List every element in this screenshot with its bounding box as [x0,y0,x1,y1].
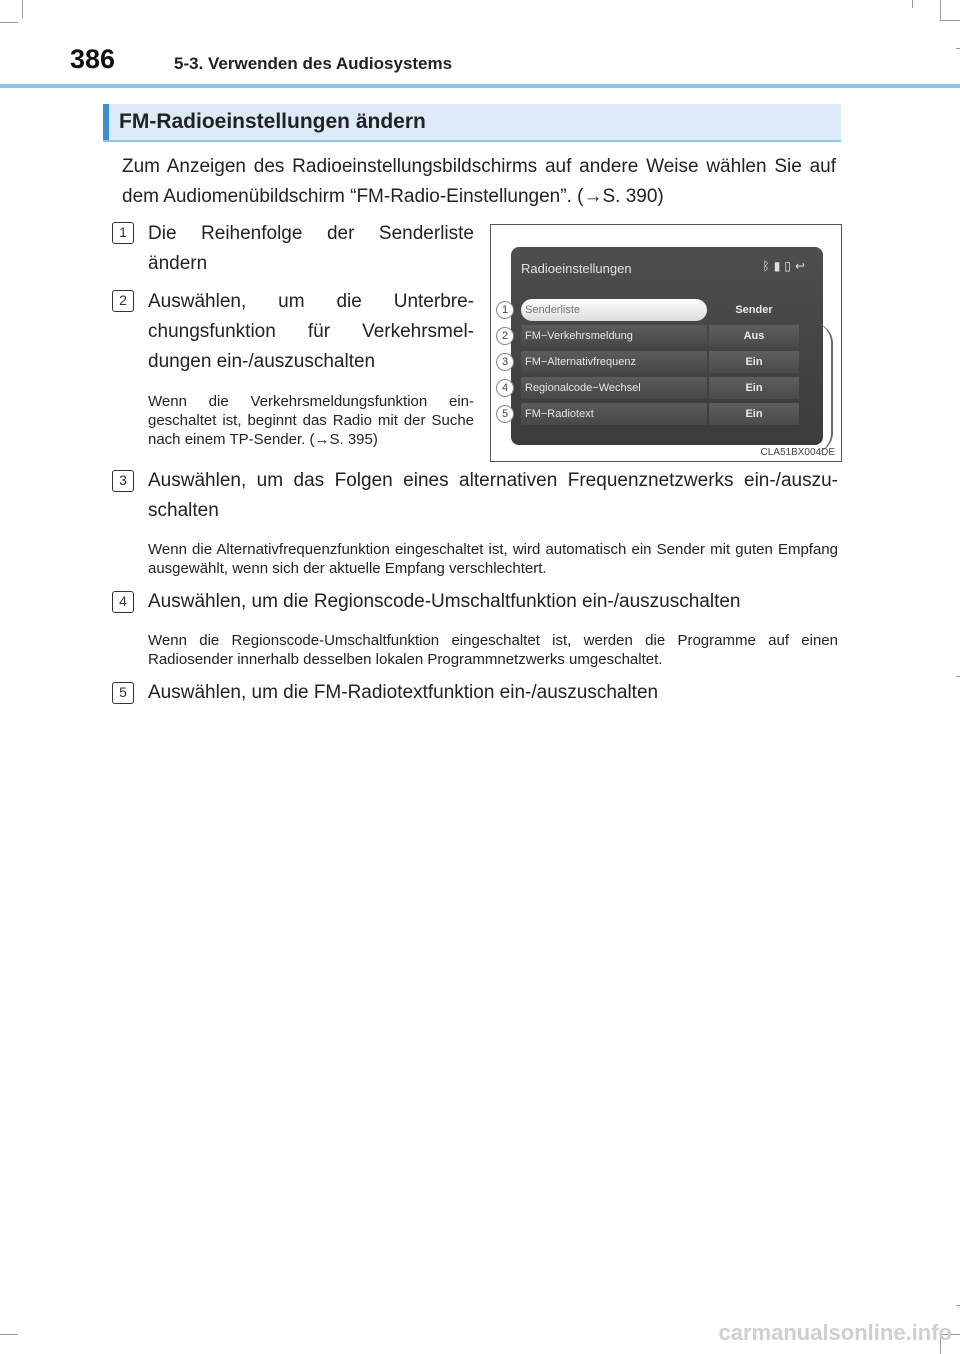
row-label: Senderliste [521,299,707,321]
settings-row-senderliste[interactable] [521,299,799,321]
display-screen [511,247,823,445]
item-number-badge: 5 [112,682,134,704]
item-title: Auswählen, um die FM-Radiotextfunktion ein-/auszuschalten [148,682,659,703]
item-note: Wenn die Regionscode-Umschaltfunktion eingeschaltet ist, werden die Programme auf einen Radiosender innerhalb desselben lokalen Programmnetzwerks umgeschaltet. [148,632,838,668]
crop-mark [940,0,941,20]
item-number-badge: 1 [112,222,134,244]
section-title: FM-Radioeinstellungen ändern [119,110,426,133]
crop-mark [0,22,18,23]
intro-paragraph: Zum Anzeigen des Radioeinstellungsbildschirms auf andere Weise wählen Sie auf dem Audiomenübildschirm “FM-Radio-Einstellungen”. (→S. 390) [122,156,836,207]
item-title: Auswählen, um das Folgen eines alternativen Frequenznetzwerks ein-/auszu-schalten [148,470,838,521]
settings-row-verkehrsmeldung[interactable] [521,325,799,347]
row-label: FM−Radiotext [521,403,707,425]
row-value[interactable]: Sender [735,304,773,316]
crop-mark [0,1334,18,1335]
callout-marker: 5 [496,405,514,423]
item-note: Wenn die Alternativfrequenzfunktion eingeschaltet ist, wird automatisch ein Sender mit guten Empfang ausgewählt, wenn sich der aktuelle Empfang verschlechtert. [148,541,838,577]
scroll-arc [813,323,833,453]
crop-mark [912,0,913,8]
watermark: carmanualsonline.info [718,1320,952,1345]
status-icons [763,259,809,273]
item-number-badge: 2 [112,290,134,312]
figure-code: CLA51BX004DE [760,447,835,458]
settings-row-alternativfrequenz[interactable] [521,351,799,373]
crop-mark [956,48,960,49]
row-value[interactable]: Ein [709,403,799,425]
callout-marker: 4 [496,379,514,397]
section-accent [103,104,109,140]
item-title: Auswählen, um die Unterbre-chungsfunktion für Verkehrsmel-dungen ein-/auszuschalten [148,291,474,372]
callout-marker: 2 [496,327,514,345]
row-label: FM−Verkehrsmeldung [521,325,707,347]
header-rule [0,84,960,88]
row-value[interactable]: Ein [709,351,799,373]
screen-title: Radioeinstellungen [521,261,632,276]
callout-marker: 3 [496,353,514,371]
page-number: 386 [70,44,116,74]
section-heading [103,104,841,142]
row-value[interactable]: Aus [709,325,799,347]
chapter-title: 5-3. Verwenden des Audiosystems [174,54,453,73]
item-number-badge: 3 [112,470,134,492]
item-number-badge: 4 [112,591,134,613]
item-note: Wenn die Verkehrsmeldungsfunktion ein-geschaltet ist, beginnt das Radio mit der Suche nach einem TP-Sender. (→S. 395) [148,393,474,448]
callout-marker: 1 [496,301,514,319]
crop-mark [956,676,960,677]
signal-icon: ▮ [773,259,785,273]
row-label: Regionalcode−Wechsel [521,377,707,399]
crop-mark [22,0,23,18]
radio-settings-figure [490,224,842,462]
bluetooth-icon: ᛒ [762,259,774,273]
crop-mark [956,1305,960,1306]
item-title: Auswählen, um die Regionscode-Umschaltfunktion ein-/auszuschalten [148,591,741,612]
row-label: FM−Alternativfrequenz [521,351,707,373]
battery-icon: ▯ [784,259,795,273]
settings-row-radiotext[interactable] [521,403,799,425]
crop-mark [940,20,960,21]
back-icon[interactable]: ↩ [794,259,809,273]
settings-row-regionalcode[interactable] [521,377,799,399]
item-title: Die Reihenfolge der Senderliste ändern [148,223,474,274]
row-value[interactable]: Ein [709,377,799,399]
